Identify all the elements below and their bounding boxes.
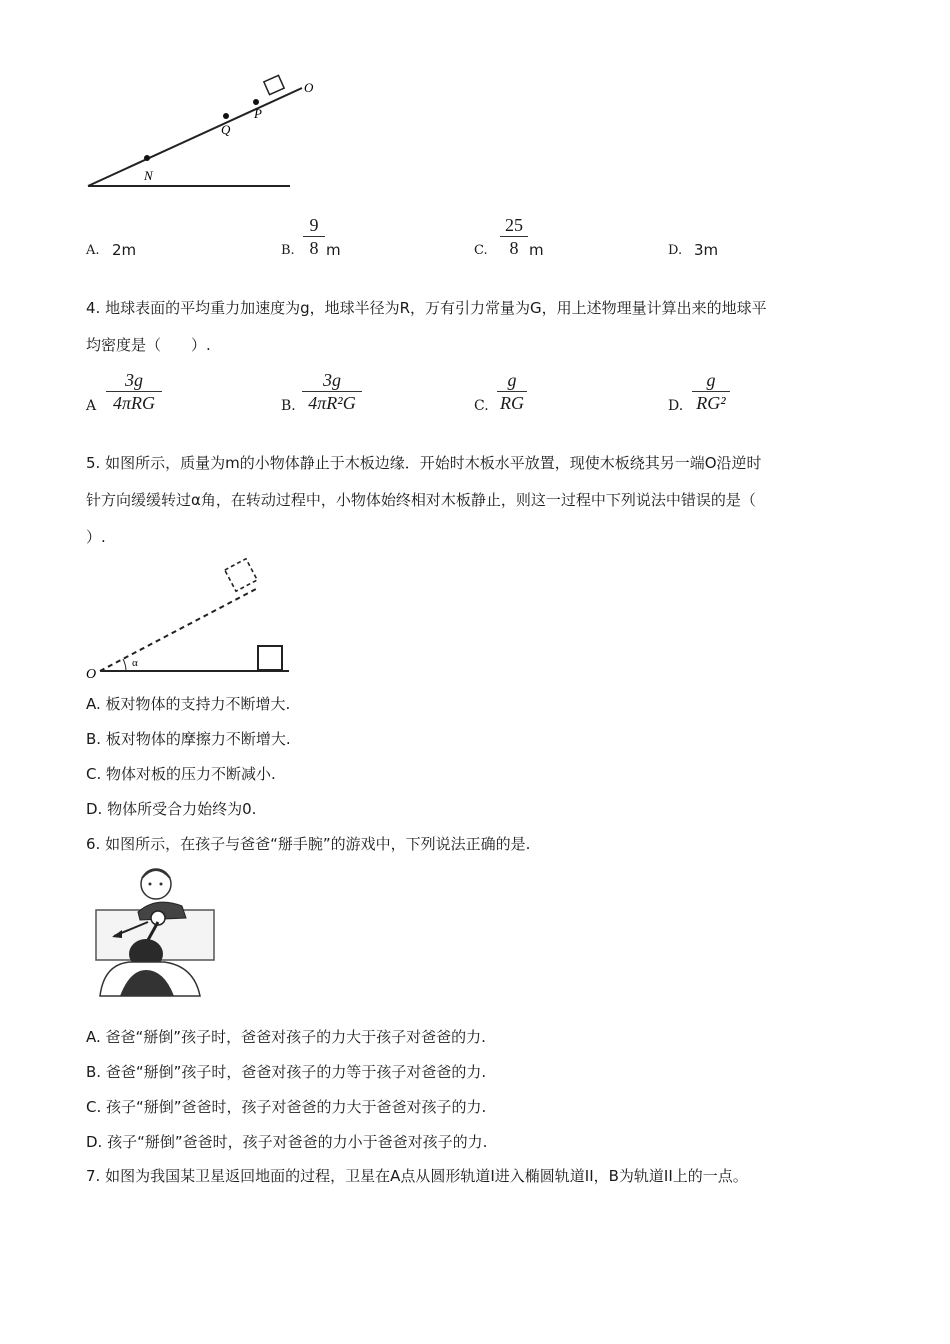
child-eye-right xyxy=(160,883,163,886)
incline-line xyxy=(88,88,302,186)
point-n xyxy=(144,155,150,161)
child-eye-left xyxy=(149,883,152,886)
q4-stem-line1: 4. 地球表面的平均重力加速度为g，地球半径为R，万有引力常量为G，用上述物理量计算出来的地球平 xyxy=(86,299,767,317)
label-n: N xyxy=(144,168,153,183)
q4-option-d-letter: D. xyxy=(668,398,684,414)
fraction-bar xyxy=(303,236,325,237)
fraction-denominator: 4πRG xyxy=(112,393,155,413)
q4-option-c-letter: C. xyxy=(474,398,489,414)
fraction-numerator: 25 xyxy=(505,215,523,235)
q3-option-c-fraction xyxy=(500,215,528,258)
fraction-denominator: RG² xyxy=(696,393,726,413)
fraction-bar xyxy=(302,391,362,392)
q5-stem-line3: ）. xyxy=(86,528,106,546)
q6-option-b[interactable]: B. 爸爸“掰倒”孩子时，爸爸对孩子的力等于孩子对爸爸的力. xyxy=(86,1063,487,1081)
q6-stem-line1: 6. 如图所示，在孩子与爸爸“掰手腕”的游戏中，下列说法正确的是. xyxy=(86,835,531,853)
q3-option-a-value: 2m xyxy=(112,241,137,259)
fraction-numerator: g xyxy=(706,370,716,390)
fraction-bar xyxy=(106,391,162,392)
fraction-denominator: 8 xyxy=(309,238,319,258)
q4-option-b-fraction xyxy=(302,370,362,413)
label-origin-o: O xyxy=(86,667,97,680)
q6-option-d[interactable]: D. 孩子“掰倒”爸爸时，孩子对爸爸的力小于爸爸对孩子的力. xyxy=(86,1133,488,1151)
label-q: Q xyxy=(221,122,231,137)
q3-option-b-unit: m xyxy=(326,241,341,259)
q4-stem-line2: 均密度是（ ）. xyxy=(86,336,211,354)
block-horizontal xyxy=(258,646,282,670)
point-q xyxy=(223,113,229,119)
q5-option-a[interactable]: A. 板对物体的支持力不断增大. xyxy=(86,695,291,713)
fraction-numerator: 3g xyxy=(125,370,143,390)
board-rotated-dashed xyxy=(100,589,256,671)
fraction-numerator: g xyxy=(507,370,517,390)
q4-option-d-fraction xyxy=(692,370,730,413)
q3-option-c-unit: m xyxy=(529,241,544,259)
q4-option-b-letter: B. xyxy=(281,398,296,414)
block-rotated-dashed xyxy=(225,559,257,591)
q4-option-c-fraction xyxy=(497,370,527,413)
q7-stem-line1: 7. 如图为我国某卫星返回地面的过程，卫星在A点从圆形轨道I进入椭圆轨道II，B为轨道II上的一点。 xyxy=(86,1167,748,1185)
q4-option-a-fraction xyxy=(106,370,162,413)
q6-option-c[interactable]: C. 孩子“掰倒”爸爸时，孩子对爸爸的力大于爸爸对孩子的力. xyxy=(86,1098,487,1116)
q4-option-a-letter: A xyxy=(86,398,97,414)
fraction-denominator: 4πR²G xyxy=(308,393,356,413)
point-p xyxy=(253,99,259,105)
angle-arc xyxy=(123,659,126,671)
q3-option-d-value: 3m xyxy=(694,241,719,259)
fraction-denominator: 8 xyxy=(509,238,519,258)
q3-option-b-letter: B. xyxy=(281,243,295,258)
q6-option-a[interactable]: A. 爸爸“掰倒”孩子时，爸爸对孩子的力大于孩子对爸爸的力. xyxy=(86,1028,486,1046)
q3-option-c-letter: C. xyxy=(474,243,488,258)
q5-option-c[interactable]: C. 物体对板的压力不断减小. xyxy=(86,765,276,783)
fraction-bar xyxy=(692,391,730,392)
fraction-denominator: RG xyxy=(500,393,524,413)
q3-option-a-letter: A. xyxy=(86,243,100,258)
incline-figure xyxy=(80,70,340,200)
q3-option-d-letter: D. xyxy=(668,243,683,258)
q5-option-b[interactable]: B. 板对物体的摩擦力不断增大. xyxy=(86,730,291,748)
label-alpha: α xyxy=(132,657,138,669)
q5-stem-line1: 5. 如图所示，质量为m的小物体静止于木板边缘．开始时木板水平放置，现使木板绕其另一端O沿逆时 xyxy=(86,454,762,472)
q5-option-d[interactable]: D. 物体所受合力始终为0. xyxy=(86,800,257,818)
label-o: O xyxy=(304,80,314,95)
fraction-bar xyxy=(497,391,527,392)
fraction-numerator: 3g xyxy=(323,370,341,390)
arm-wrestling-illustration xyxy=(90,862,220,997)
fraction-bar xyxy=(500,236,528,237)
label-p: P xyxy=(254,106,262,121)
rotating-board-figure xyxy=(84,555,294,680)
q5-stem-line2: 针方向缓缓转过α角，在转动过程中，小物体始终相对木板静止，则这一过程中下列说法中错误的是（ xyxy=(86,491,756,509)
block xyxy=(264,75,284,94)
fraction-numerator: 9 xyxy=(309,215,319,235)
q3-option-b-fraction xyxy=(303,215,325,258)
